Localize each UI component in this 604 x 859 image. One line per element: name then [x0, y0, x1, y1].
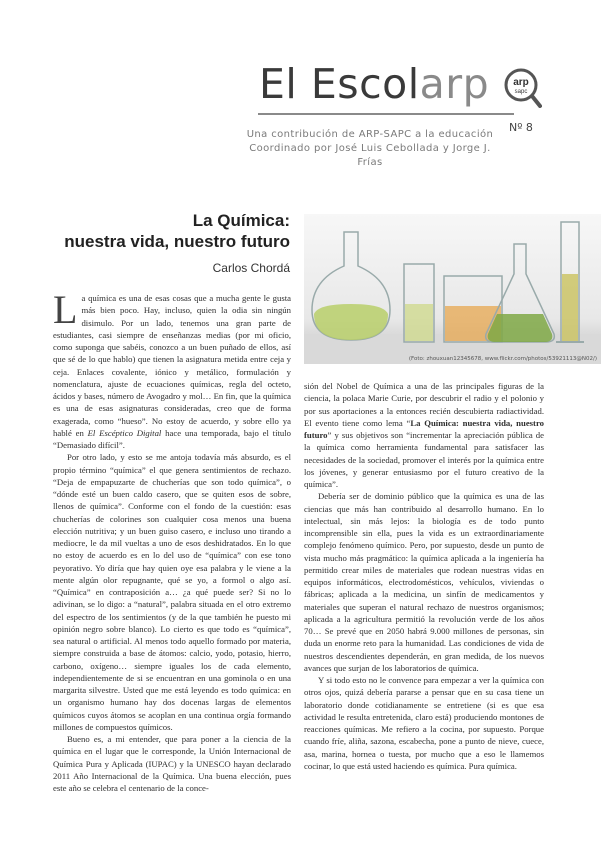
drop-cap: L: [53, 287, 78, 332]
lab-glassware-photo: [304, 214, 601, 364]
tagline-line-1: Una contribución de ARP-SAPC a la educación: [246, 129, 494, 140]
glassware-illustration: [304, 214, 601, 364]
logo-text-accent: arp: [419, 60, 490, 108]
paragraph-text: sión del Nobel de Química a una de las principales figuras de la ciencia, la polaca Marie Curie, por descubrir el radio y el polonio y por sus aportaciones a la entonces recién descubierta radiactividad. El evento tiene como lema “: [304, 381, 544, 428]
paragraph: Bueno es, a mi entender, que para poner a la ciencia de la química en el lugar que le corresponde, la Unión Internacional de Química Pura y Aplicada (IUPAC) y la UNESCO hayan declarado 2011 Año Internacional de la Química. Una buena elección, pues este año se celebra el centenario de la conce-: [53, 734, 291, 793]
article-column-1: [53, 287, 292, 794]
article-title-line-1: La Química:: [192, 211, 290, 230]
paragraph: [304, 380, 544, 490]
arp-sapc-magnifier-icon: [500, 66, 542, 108]
tagline-line-2: Coordinado por José Luis Cebollada y Jorge J. Frías: [249, 143, 491, 168]
event-motto: La Química: nuestra vida, nuestro futuro: [304, 417, 544, 440]
paragraph: [53, 287, 292, 451]
tagline: [245, 128, 495, 170]
article-column-2: [304, 380, 544, 772]
logo-underline: [258, 113, 514, 115]
paragraph: Y si todo esto no le convence para empezar a ver la química con otros ojos, quizá debería pararse a pensar que en su casa tiene un laboratorio donde cotidianamente se entretiene (si es que esa actividad le resulta entretenida, claro está) produciendo montones de reacciones químicas. Me refiero a la cocina, por supuesto. Porque cuando fríe, aliña, sazona, escabecha, pone a punto de nieve, cuece, asa, marina, hornea o tuesta, por mucho que a eso le llamemos cocinar, lo que está usted haciendo es química. Pura química.: [304, 675, 544, 771]
article-title: [64, 210, 290, 252]
magazine-logo: [259, 58, 489, 110]
logo-text-main: El Escol: [259, 60, 420, 108]
paragraph-text: ” y sus objetivos son “incrementar la apreciación pública de la química como herramienta fundamental para satisfacer las necesidades de la sociedad, promover el interés por la química entre los jóvenes, y generar entusiasmo por el futuro creativo de la química”.: [304, 430, 544, 489]
article-title-line-2: nuestra vida, nuestro futuro: [64, 232, 290, 251]
article-author: Carlos Chordá: [212, 261, 290, 275]
paragraph: Debería ser de dominio público que la química es una de las ciencias que más han contribuido al desarrollo humano. En lo intelectual, sin más lejos: la biología es de todo punto incomprensible sin ella, pues la vida es un extraordinariamente complejo fenómeno químico. Pero, por supuesto, desde un punto de vista mucho más pragmático: la química aplicada a la ingeniería ha permitido crear miles de materiales que rodean nuestras vidas en equipos informáticos, electrodomésticos, vehículos, viviendas o fábricas; aplicada a la medicina, un sinfín de medicamentos y materiales que superan el natural rechazo de nuestros organismos; aplicada a la agricultura permitió la revolución verde de los años 70… Se prevé que en 2050 habrá 9.000 millones de personas, sin duda un enorme reto para la humanidad. Las condiciones de vida de nuestros descendientes dependerán, en gran medida, de los nuevos avances que surjan de los laboratorios de química.: [304, 491, 544, 673]
badge-text-sapc: sapc: [514, 89, 528, 95]
publication-name: El Escéptico Digital: [87, 427, 162, 438]
photo-credit: (Foto: zhouxuan12345678, www.flickr.com/photos/53921113@N02/): [408, 356, 597, 362]
paragraph-text: a química es una de esas cosas que a mucha gente le gusta más bien poco. Hay, incluso, quien la odia sin ningún disimulo. Por un lado, tenemos una gran parte de estudiantes, casi siempre de enseñanzas medias (por mi oficio, como suponga que sabéis, conozco a un buen puñado de ellos, así que sé de lo que hablo) que tienen la asignatura metida entre ceja y ceja. Enlaces covalente, iónico y metálico, formulación y nomenclatura, ajuste de ecuaciones químicas, regla del octeto, ácidos y bases, número de Avogadro y mol… En fin, que la química es una de esas asignaturas consideradas, creo que de forma exagerada, como “hueso”. No estoy de acuerdo, y sobre ello ya hablé en: [53, 293, 291, 438]
paragraph-text: hace una temporada, bajo el título “Demasiado difícil”.: [53, 427, 292, 450]
badge-text-arp: arp: [513, 77, 529, 88]
paragraph: Por otro lado, y esto se me antoja todavía más absurdo, es el propio término “química” el que genera sentimientos de rechazo. “Deja de empapuzarte de chucherías que son todo química”, o “dónde esté un buen caldo casero, que se quiten esos de sobre, llenos de química”. Conforme con el fondo de la cuestión: esas chucherías de colorines son cualquier cosa menos una buena elección nutritiva; y un buen guiso casero, e incluso uno tirando a mediocre, le da mil vueltas a uno de esos deshidratados. En lo que no estoy de acuerdo es en lo del uso de “química” con ese tono peyorativo. Yo diría que hay quien oye esa palabra y le viene a la mente algún olor repugnante, qué se yo, a formol o algo así. “Química” en contraposición a… ¿a qué puede ser? Si no lo adivinan, se lo digo: a “natural”, palabra situada en el otro extremo del espectro de los sentimientos (y de la que también he puesto mi opinión negro sobre blanco). Lo cierto es que todo es “química”, sea natural o artificial. Al menos todo aquello formado por materia, siempre construida a base de átomos: calcio, yodo, potasio, hierro, carbono, oxígeno… siempre iguales los de cada elemento, independientemente de si se encuentran en una gominola o en una margarita silvestre. Usted que me está leyendo es todo química: en un organismo humano hay dos docenas largas de elementos químicos cuyos átomos se acoplan en una continua orgía formando millones de compuestos químicos.: [53, 452, 291, 732]
issue-number: Nº 8: [509, 121, 533, 134]
